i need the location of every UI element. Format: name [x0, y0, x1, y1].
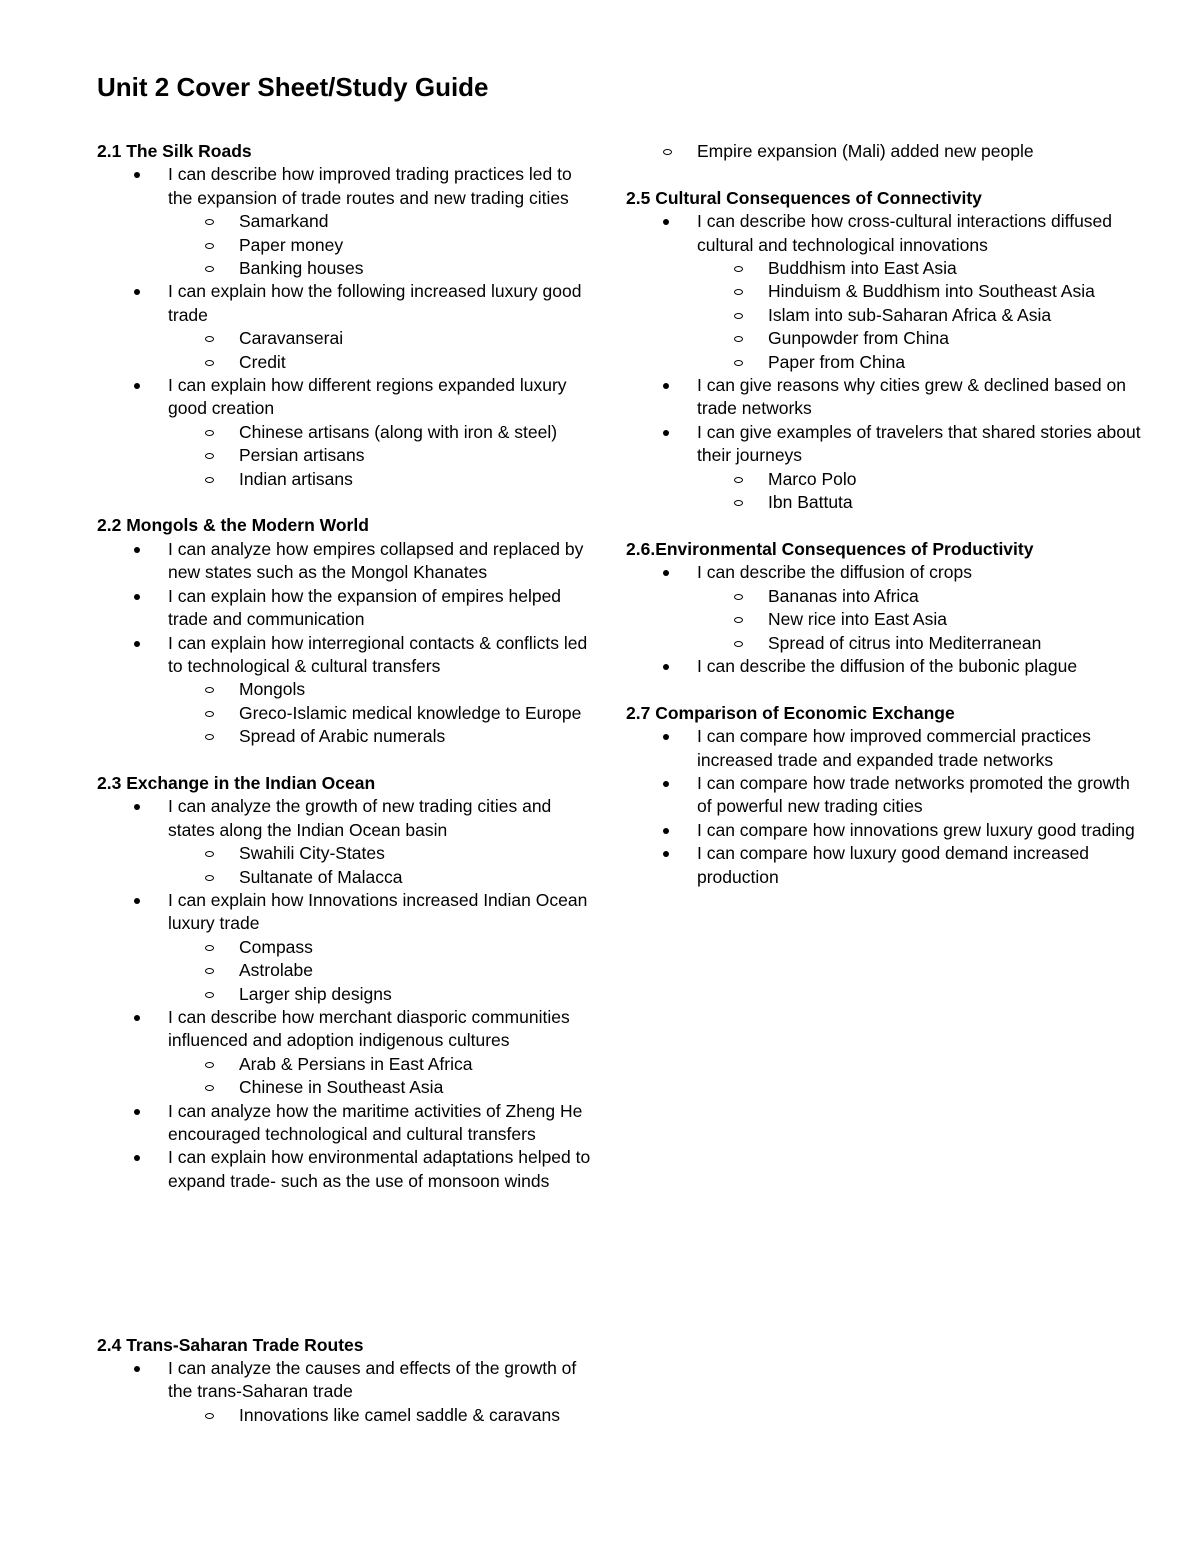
- sub-item: Paper from China: [697, 351, 1146, 374]
- sub-item: Empire expansion (Mali) added new people: [626, 140, 1146, 163]
- spacer: [626, 678, 1146, 701]
- bullet-list: [626, 561, 1146, 678]
- bullet-list: [97, 538, 597, 749]
- sub-list: [626, 585, 1146, 655]
- list-item: I can describe how cross-cultural interactions diffused cultural and technological innovations Buddhism into East Asia Hinduism & Buddhism into Southeast Asia Islam into sub-Saharan Africa & Asia Gunpowder from China Paper from China: [626, 210, 1146, 374]
- bullet-list: [97, 1357, 597, 1427]
- section-heading: 2.6.Environmental Consequences of Productivity: [626, 538, 1034, 559]
- page-title: Unit 2 Cover Sheet/Study Guide: [97, 72, 489, 102]
- list-item: I can describe how improved trading practices led to the expansion of trade routes and new trading cities Samarkand Paper money Banking houses: [97, 163, 597, 280]
- section-2-6: [626, 538, 1146, 678]
- sub-item: Chinese artisans (along with iron & steel): [168, 421, 597, 444]
- sub-item: New rice into East Asia: [697, 608, 1146, 631]
- sub-item: Paper money: [168, 234, 597, 257]
- sub-item: Swahili City-States: [168, 842, 597, 865]
- sub-list: [97, 1053, 597, 1100]
- sub-list: [97, 1404, 597, 1427]
- sub-item: Persian artisans: [168, 444, 597, 467]
- list-item: I can explain how interregional contacts & conflicts led to technological & cultural transfers Mongols Greco-Islamic medical knowledge to Europe Spread of Arabic numerals: [97, 632, 597, 749]
- sub-list: [97, 842, 597, 889]
- section-heading: 2.5 Cultural Consequences of Connectivity: [626, 187, 982, 208]
- left-column: [97, 140, 597, 1427]
- section-2-7: [626, 702, 1146, 889]
- sub-list: [626, 468, 1146, 515]
- section-2-1: [97, 140, 597, 491]
- list-item: I can give reasons why cities grew & declined based on trade networks: [626, 374, 1146, 421]
- right-column: [626, 140, 1146, 889]
- list-item: I can compare how trade networks promoted the growth of powerful new trading cities: [626, 772, 1146, 819]
- section-heading: 2.2 Mongols & the Modern World: [97, 515, 369, 536]
- spacer: [626, 514, 1146, 537]
- list-item: I can explain how the following increased luxury good trade Caravanserai Credit: [97, 280, 597, 374]
- list-item: I can analyze the causes and effects of the growth of the trans-Saharan trade Innovations like camel saddle & caravans: [97, 1357, 597, 1427]
- sub-list: [97, 678, 597, 748]
- sub-item: Larger ship designs: [168, 983, 597, 1006]
- sub-item: Islam into sub-Saharan Africa & Asia: [697, 304, 1146, 327]
- list-item: I can describe how merchant diasporic communities influenced and adoption indigenous cultures Arab & Persians in East Africa Chinese in Southeast Asia: [97, 1006, 597, 1100]
- bullet-list: [97, 163, 597, 491]
- list-item: I can describe the diffusion of the bubonic plague: [626, 655, 1146, 678]
- section-2-2: [97, 514, 597, 748]
- bullet-list: [626, 210, 1146, 514]
- section-2-4: [97, 1334, 597, 1428]
- sub-item: Ibn Battuta: [697, 491, 1146, 514]
- section-heading: 2.7 Comparison of Economic Exchange: [626, 702, 955, 723]
- sub-item: Caravanserai: [168, 327, 597, 350]
- section-2-5: [626, 187, 1146, 515]
- section-heading: 2.3 Exchange in the Indian Ocean: [97, 772, 376, 793]
- bullet-list: [626, 725, 1146, 889]
- sub-item: Arab & Persians in East Africa: [168, 1053, 597, 1076]
- sub-item: Greco-Islamic medical knowledge to Europe: [168, 702, 597, 725]
- list-item: I can explain how different regions expanded luxury good creation Chinese artisans (along with iron & steel) Persian artisans Indian artisans: [97, 374, 597, 491]
- list-item: I can compare how luxury good demand increased production: [626, 842, 1146, 889]
- sub-list-continued: [626, 140, 1146, 163]
- sub-item: Indian artisans: [168, 468, 597, 491]
- list-item: I can compare how innovations grew luxury good trading: [626, 819, 1146, 842]
- sub-item: Credit: [168, 351, 597, 374]
- sub-item: Astrolabe: [168, 959, 597, 982]
- section-heading: 2.1 The Silk Roads: [97, 141, 252, 161]
- list-item: I can analyze the growth of new trading cities and states along the Indian Ocean basin Swahili City-States Sultanate of Malacca: [97, 795, 597, 889]
- sub-item: Compass: [168, 936, 597, 959]
- list-item: I can explain how environmental adaptations helped to expand trade- such as the use of monsoon winds: [97, 1146, 597, 1193]
- sub-item: Sultanate of Malacca: [168, 866, 597, 889]
- list-item: I can describe the diffusion of crops Bananas into Africa New rice into East Asia Spread of citrus into Mediterranean: [626, 561, 1146, 655]
- section-heading: 2.4 Trans-Saharan Trade Routes: [97, 1334, 364, 1355]
- spacer: [97, 1193, 597, 1310]
- sub-list: [97, 327, 597, 374]
- section-2-3: [97, 772, 597, 1193]
- spacer: [97, 749, 597, 772]
- sub-list: [97, 210, 597, 280]
- sub-list: [97, 936, 597, 1006]
- sub-item: Gunpowder from China: [697, 327, 1146, 350]
- sub-item: Buddhism into East Asia: [697, 257, 1146, 280]
- sub-item: Marco Polo: [697, 468, 1146, 491]
- sub-item: Banking houses: [168, 257, 597, 280]
- sub-item: Mongols: [168, 678, 597, 701]
- spacer: [97, 491, 597, 514]
- list-item: I can compare how improved commercial practices increased trade and expanded trade networks: [626, 725, 1146, 772]
- sub-list: [97, 421, 597, 491]
- sub-item: Samarkand: [168, 210, 597, 233]
- spacer: [626, 163, 1146, 186]
- list-item: I can analyze how the maritime activities of Zheng He encouraged technological and cultural transfers: [97, 1100, 597, 1147]
- list-item: I can give examples of travelers that shared stories about their journeys Marco Polo Ibn Battuta: [626, 421, 1146, 515]
- sub-item: Bananas into Africa: [697, 585, 1146, 608]
- bullet-list: [97, 795, 597, 1193]
- list-item: I can analyze how empires collapsed and replaced by new states such as the Mongol Khanates: [97, 538, 597, 585]
- sub-item: Hinduism & Buddhism into Southeast Asia: [697, 280, 1146, 303]
- list-item: I can explain how the expansion of empires helped trade and communication: [97, 585, 597, 632]
- sub-item: Chinese in Southeast Asia: [168, 1076, 597, 1099]
- sub-list: [626, 257, 1146, 374]
- sub-item: Innovations like camel saddle & caravans: [168, 1404, 597, 1427]
- spacer: [97, 1310, 597, 1333]
- sub-item: Spread of Arabic numerals: [168, 725, 597, 748]
- sub-item: Spread of citrus into Mediterranean: [697, 632, 1146, 655]
- list-item: I can explain how Innovations increased Indian Ocean luxury trade Compass Astrolabe Larger ship designs: [97, 889, 597, 1006]
